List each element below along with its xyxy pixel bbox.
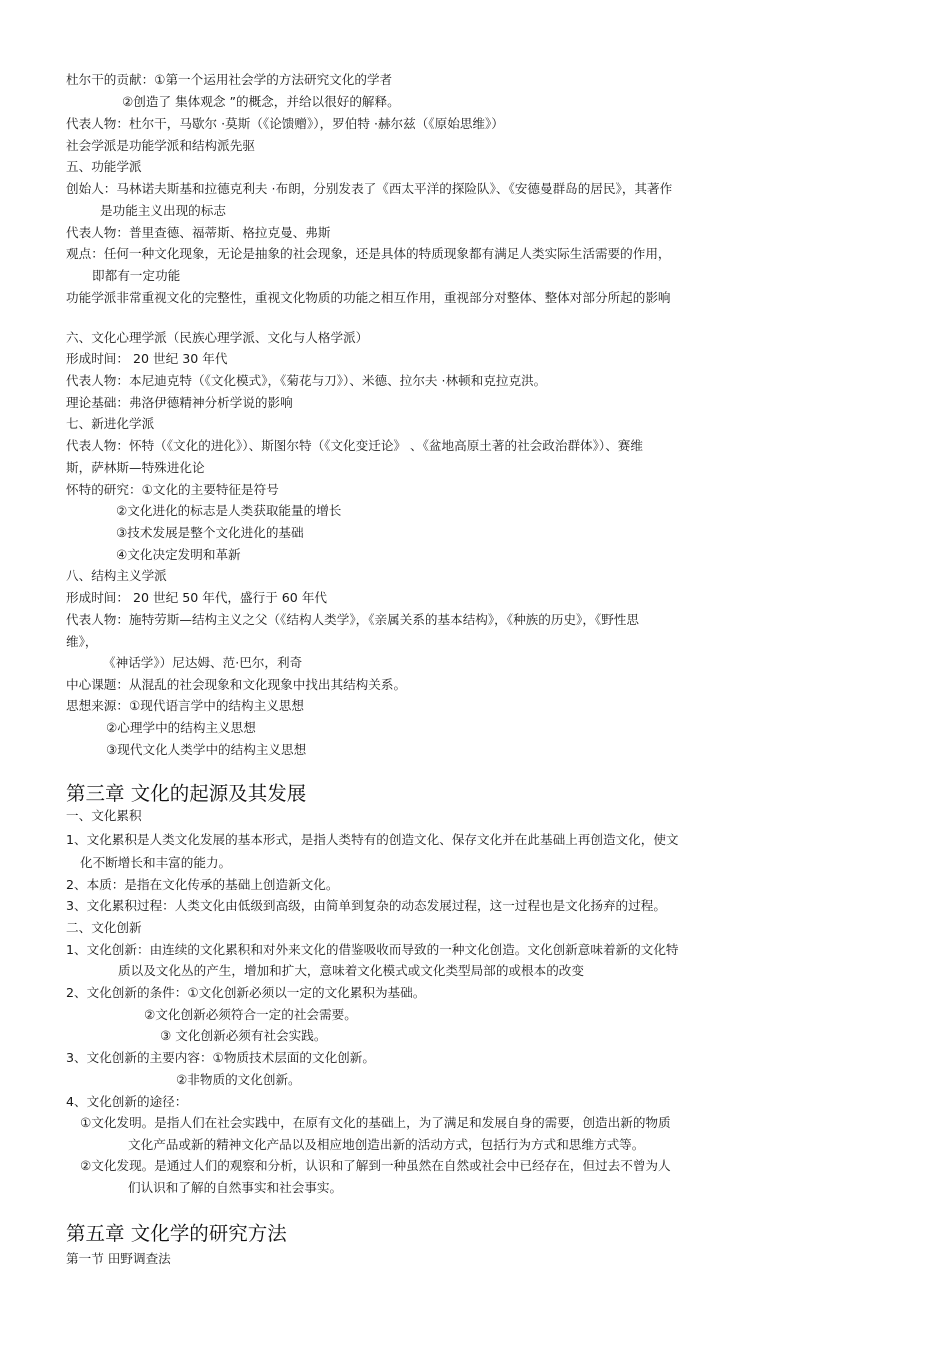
text-line: 二、文化创新 [66, 920, 142, 935]
text-line: ②创造了 集体观念 ”的概念，并给以很好的解释。 [122, 94, 400, 109]
text-line: 八、结构主义学派 [66, 568, 167, 583]
text-line: 观点：任何一种文化现象，无论是抽象的社会现象，还是具体的特质现象都有满足人类实际生活需要的作用， [66, 246, 671, 261]
text-line: 化不断增长和丰富的能力。 [80, 855, 232, 870]
text-line: 中心课题：从混乱的社会现象和文化现象中找出其结构关系。 [66, 677, 407, 692]
text-line: 们认识和了解的自然事实和社会事实。 [128, 1180, 343, 1195]
text-line: 代表人物：施特劳斯—结构主义之父（《结构人类学》，《亲属关系的基本结构》，《种族的历史》，《野性思 [66, 612, 639, 627]
text-line: 代表人物：普里查德、福蒂斯、格拉克曼、弗斯 [66, 225, 331, 240]
text-line: 1、文化创新：由连续的文化累积和对外来文化的借鉴吸收而导致的一种文化创造。文化创新意味着新的文化特 [66, 942, 679, 957]
text-line: 第一节 田野调查法 [66, 1251, 171, 1266]
text-line: 理论基础：弗洛伊德精神分析学说的影响 [66, 395, 293, 410]
text-line: 3、文化累积过程：人类文化由低级到高级，由简单到复杂的动态发展过程，这一过程也是文化扬弃的过程。 [66, 898, 666, 913]
text-line: 维》， [66, 634, 98, 649]
text-line: 怀特的研究：①文化的主要特征是符号 [66, 482, 279, 497]
text-line: 3、文化创新的主要内容：①物质技术层面的文化创新。 [66, 1050, 375, 1065]
text-line: 一、文化累积 [66, 808, 142, 823]
text-line: 五、功能学派 [66, 159, 142, 174]
text-line: ②非物质的文化创新。 [176, 1072, 301, 1087]
text-line: 杜尔干的贡献：①第一个运用社会学的方法研究文化的学者 [66, 72, 393, 87]
text-line: 思想来源：①现代语言学中的结构主义思想 [66, 698, 304, 713]
text-line: ②文化发现。是通过人们的观察和分析，认识和了解到一种虽然在自然或社会中已经存在，但过去不曾为人 [80, 1158, 671, 1173]
text-line: ④文化决定发明和革新 [116, 547, 241, 562]
text-line: ②心理学中的结构主义思想 [106, 720, 256, 735]
text-line: 功能学派非常重视文化的完整性，重视文化物质的功能之相互作用，重视部分对整体、整体对部分所起的影响 [66, 290, 671, 305]
chapter-heading: 第三章 文化的起源及其发展 [66, 782, 307, 805]
text-line: 代表人物：本尼迪克特（《文化模式》，《菊花与刀》）、米德、拉尔夫 ·林顿和克拉克洪。 [66, 373, 547, 388]
text-line: 创始人：马林诺夫斯基和拉德克利夫 ·布朗，分别发表了《西太平洋的探险队》、《安德曼群岛的居民》，其著作 [66, 181, 673, 196]
text-line: ②文化进化的标志是人类获取能量的增长 [116, 503, 342, 518]
text-line: 4、文化创新的途径： [66, 1094, 188, 1109]
text-line: 斯，萨林斯—特殊进化论 [66, 460, 205, 475]
text-line: 六、文化心理学派（民族心理学派、文化与人格学派） [66, 330, 369, 345]
text-line: 文化产品或新的精神文化产品以及相应地创造出新的活动方式，包括行为方式和思维方式等。 [128, 1137, 645, 1152]
text-line: 2、本质：是指在文化传承的基础上创造新文化。 [66, 877, 339, 892]
text-line: 《神话学》）尼达姆、范·巴尔，利奇 [103, 655, 303, 670]
text-line: ③技术发展是整个文化进化的基础 [116, 525, 304, 540]
text-line: 2、文化创新的条件：①文化创新必须以一定的文化累积为基础。 [66, 985, 426, 1000]
text-line: 是功能主义出现的标志 [100, 203, 226, 218]
text-line: 形成时间： 20 世纪 30 年代 [66, 351, 228, 366]
text-line: 质以及文化丛的产生，增加和扩大，意味着文化模式或文化类型局部的或根本的改变 [118, 963, 584, 978]
text-line: 七、新进化学派 [66, 416, 155, 431]
text-line: 代表人物：杜尔干，马歇尔 ·莫斯（《论馈赠》），罗伯特 ·赫尔兹（《原始思维》） [66, 116, 504, 131]
text-line: ①文化发明。是指人们在社会实践中，在原有文化的基础上，为了满足和发展自身的需要，创造出新的物质 [80, 1115, 671, 1130]
text-line: 即都有一定功能 [92, 268, 181, 283]
text-line: 形成时间： 20 世纪 50 年代，盛行于 60 年代 [66, 590, 328, 605]
text-line: 社会学派是功能学派和结构派先驱 [66, 138, 255, 153]
text-line: ③ 文化创新必须有社会实践。 [160, 1028, 327, 1043]
chapter-heading: 第五章 文化学的研究方法 [66, 1222, 287, 1245]
text-line: 1、文化累积是人类文化发展的基本形式，是指人类特有的创造文化、保存文化并在此基础上再创造文化，使文 [66, 832, 679, 847]
text-line: ③现代文化人类学中的结构主义思想 [106, 742, 307, 757]
text-line: ②文化创新必须符合一定的社会需要。 [144, 1007, 357, 1022]
text-line: 代表人物：怀特（《文化的进化》）、斯图尔特（《文化变迁论》 、《盆地高原土著的社会政治群体》）、赛维 [66, 438, 643, 453]
